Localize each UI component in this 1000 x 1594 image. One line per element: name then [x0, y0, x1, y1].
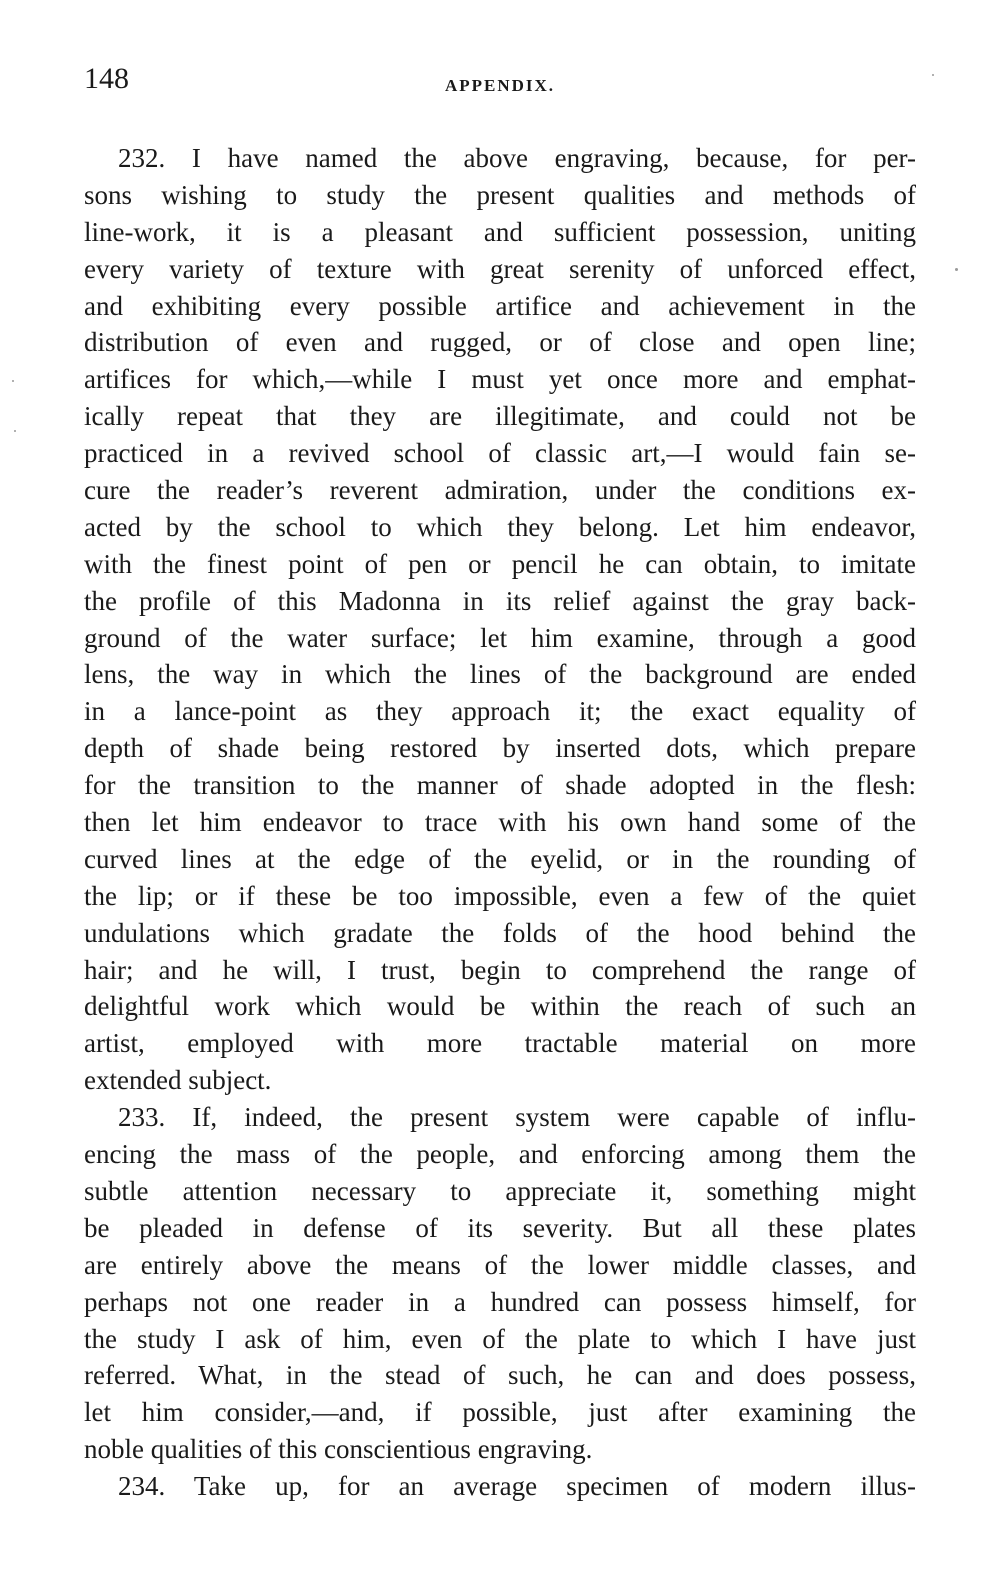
- text-line: then let him endeavor to trace with his own hand some of the: [84, 807, 916, 838]
- text-line: artist, employed with more tractable material on more: [84, 1028, 916, 1059]
- text-line: practiced in a revived school of classic art,—I would fain se-: [84, 438, 916, 469]
- text-line: let him consider,—and, if possible, just after examining the: [84, 1397, 916, 1428]
- text-line: 232. I have named the above engraving, because, for per-: [118, 143, 916, 173]
- text-line: ically repeat that they are illegitimate, and could not be: [84, 401, 916, 432]
- print-speck: [14, 430, 16, 432]
- text-line: encing the mass of the people, and enforcing among them the: [84, 1139, 916, 1170]
- text-line: referred. What, in the stead of such, he can and does possess,: [84, 1360, 916, 1391]
- body-text: [84, 140, 916, 1505]
- text-line: line-work, it is a pleasant and sufficient possession, uniting: [84, 216, 916, 247]
- text-line: for the transition to the manner of shade adopted in the flesh:: [84, 770, 916, 801]
- print-speck: [12, 380, 14, 382]
- print-speck: [955, 268, 958, 271]
- text-line: undulations which gradate the folds of the hood behind the: [84, 917, 916, 948]
- text-line: be pleaded in defense of its severity. But all these plates: [84, 1212, 916, 1243]
- text-line: sons wishing to study the present qualities and methods of: [84, 179, 916, 210]
- text-line: subtle attention necessary to appreciate it, something might: [84, 1175, 916, 1206]
- text-line: with the finest point of pen or pencil he can obtain, to imitate: [84, 548, 916, 579]
- text-line: delightful work which would be within the reach of such an: [84, 991, 916, 1022]
- print-speck: [932, 74, 934, 76]
- text-line: perhaps not one reader in a hundred can possess himself, for: [84, 1286, 916, 1317]
- text-line: curved lines at the edge of the eyelid, or in the rounding of: [84, 843, 916, 874]
- running-head: [84, 62, 916, 102]
- text-line: 234. Take up, for an average specimen of modern illus-: [118, 1471, 916, 1502]
- text-line: hair; and he will, I trust, begin to comprehend the range of: [84, 954, 916, 985]
- text-line: extended subject.: [84, 1065, 272, 1096]
- text-line: lens, the way in which the lines of the background are ended: [84, 659, 916, 690]
- text-line: noble qualities of this conscientious engraving.: [84, 1434, 593, 1465]
- text-line: in a lance-point as they approach it; the exact equality of: [84, 696, 916, 727]
- text-line: are entirely above the means of the lower middle classes, and: [84, 1249, 916, 1280]
- text-line: distribution of even and rugged, or of close and open line;: [84, 327, 916, 358]
- text-line: acted by the school to which they belong. Let him endeavor,: [84, 511, 916, 542]
- running-title: APPENDIX.: [444, 76, 556, 95]
- text-line: and exhibiting every possible artifice and achievement in the: [84, 290, 916, 321]
- text-line: the study I ask of him, even of the plate to which I have just: [84, 1323, 916, 1354]
- page-number: 148: [84, 62, 129, 95]
- text-line: cure the reader’s reverent admiration, under the conditions ex-: [84, 475, 916, 506]
- text-line: the lip; or if these be too impossible, even a few of the quiet: [84, 880, 916, 911]
- text-line: every variety of texture with great serenity of unforced effect,: [84, 253, 916, 284]
- text-line: ground of the water surface; let him examine, through a good: [84, 622, 916, 653]
- text-line: depth of shade being restored by inserted dots, which prepare: [84, 733, 916, 764]
- text-line: 233. If, indeed, the present system were capable of influ-: [118, 1102, 916, 1133]
- text-line: artifices for which,—while I must yet once more and emphat-: [84, 364, 916, 395]
- text-line: the profile of this Madonna in its relief against the gray back-: [84, 585, 916, 616]
